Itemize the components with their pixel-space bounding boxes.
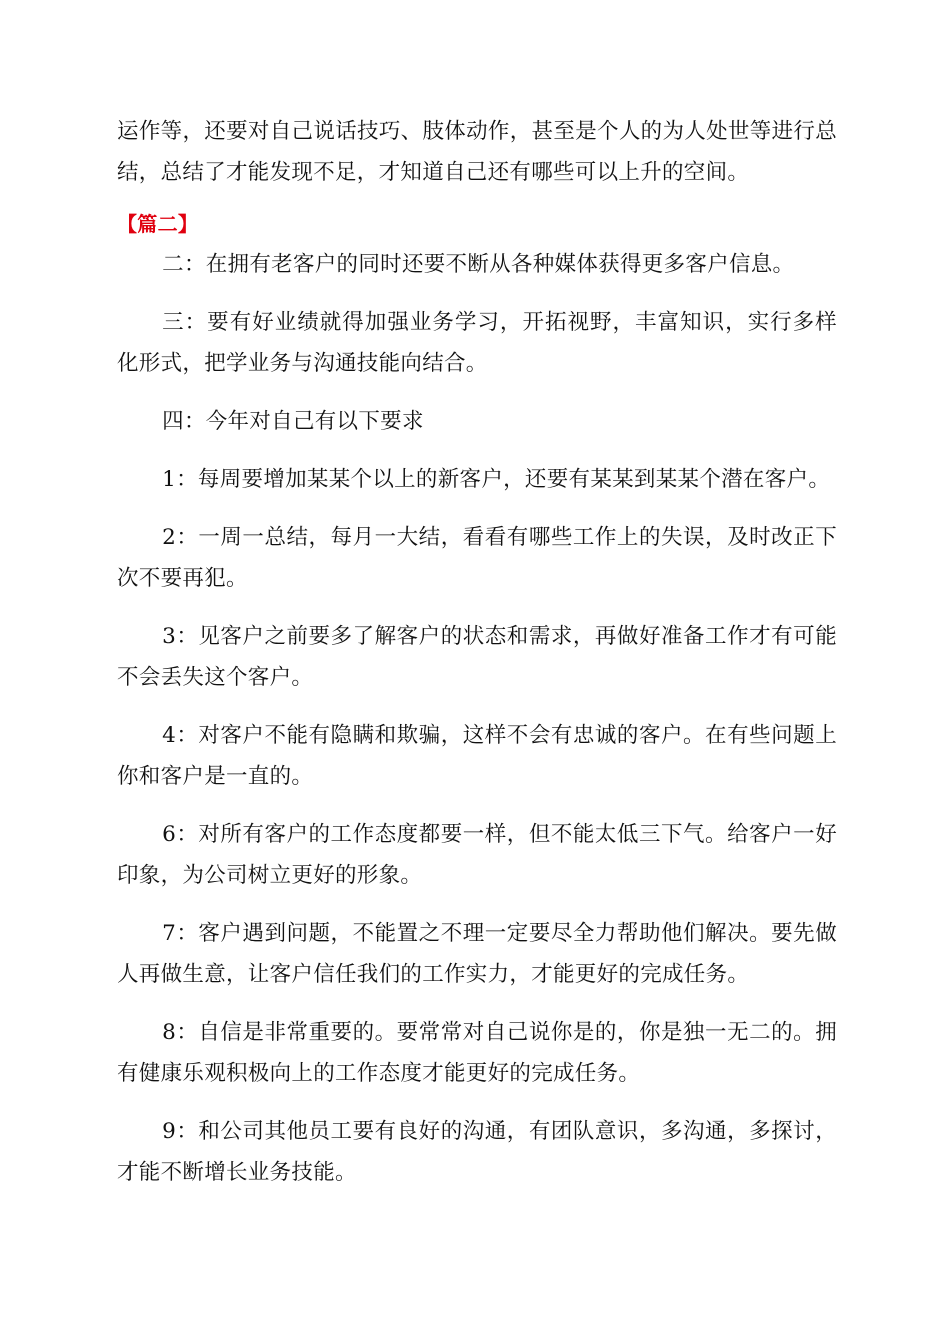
requirement-item-6: 6：对所有客户的工作态度都要一样，但不能太低三下气。给客户一好印象，为公司树立更好的形象。	[117, 822, 837, 888]
document-body	[117, 111, 837, 1193]
section-title: 【篇二】	[117, 212, 199, 236]
paragraph-item-4: 四：今年对自己有以下要求	[162, 409, 424, 434]
requirement-item-2: 2：一周一总结，每月一大结，看看有哪些工作上的失误，及时改正下次不要再犯。	[117, 525, 837, 591]
requirement-item-7: 7：客户遇到问题，不能置之不理一定要尽全力帮助他们解决。要先做人再做生意，让客户信任我们的工作实力，才能更好的完成任务。	[117, 921, 837, 987]
paragraph-item-3: 三：要有好业绩就得加强业务学习，开拓视野，丰富知识，实行多样化形式，把学业务与沟通技能向结合。	[117, 310, 837, 376]
requirement-item-9: 9：和公司其他员工要有良好的沟通，有团队意识，多沟通，多探讨，才能不断增长业务技能。	[117, 1119, 837, 1185]
requirement-item-8: 8：自信是非常重要的。要常常对自己说你是的，你是独一无二的。拥有健康乐观积极向上的工作态度才能更好的完成任务。	[117, 1020, 837, 1086]
requirement-item-4: 4：对客户不能有隐瞒和欺骗，这样不会有忠诚的客户。在有些问题上你和客户是一直的。	[117, 723, 837, 789]
paragraph-item-2: 二：在拥有老客户的同时还要不断从各种媒体获得更多客户信息。	[162, 252, 795, 277]
paragraph-continuation: 运作等，还要对自己说话技巧、肢体动作，甚至是个人的为人处世等进行总结，总结了才能发现不足，才知道自己还有哪些可以上升的空间。	[117, 119, 837, 185]
requirement-item-1: 1：每周要增加某某个以上的新客户，还要有某某到某某个潜在客户。	[162, 467, 831, 492]
requirement-item-3: 3：见客户之前要多了解客户的状态和需求，再做好准备工作才有可能不会丢失这个客户。	[117, 624, 837, 690]
